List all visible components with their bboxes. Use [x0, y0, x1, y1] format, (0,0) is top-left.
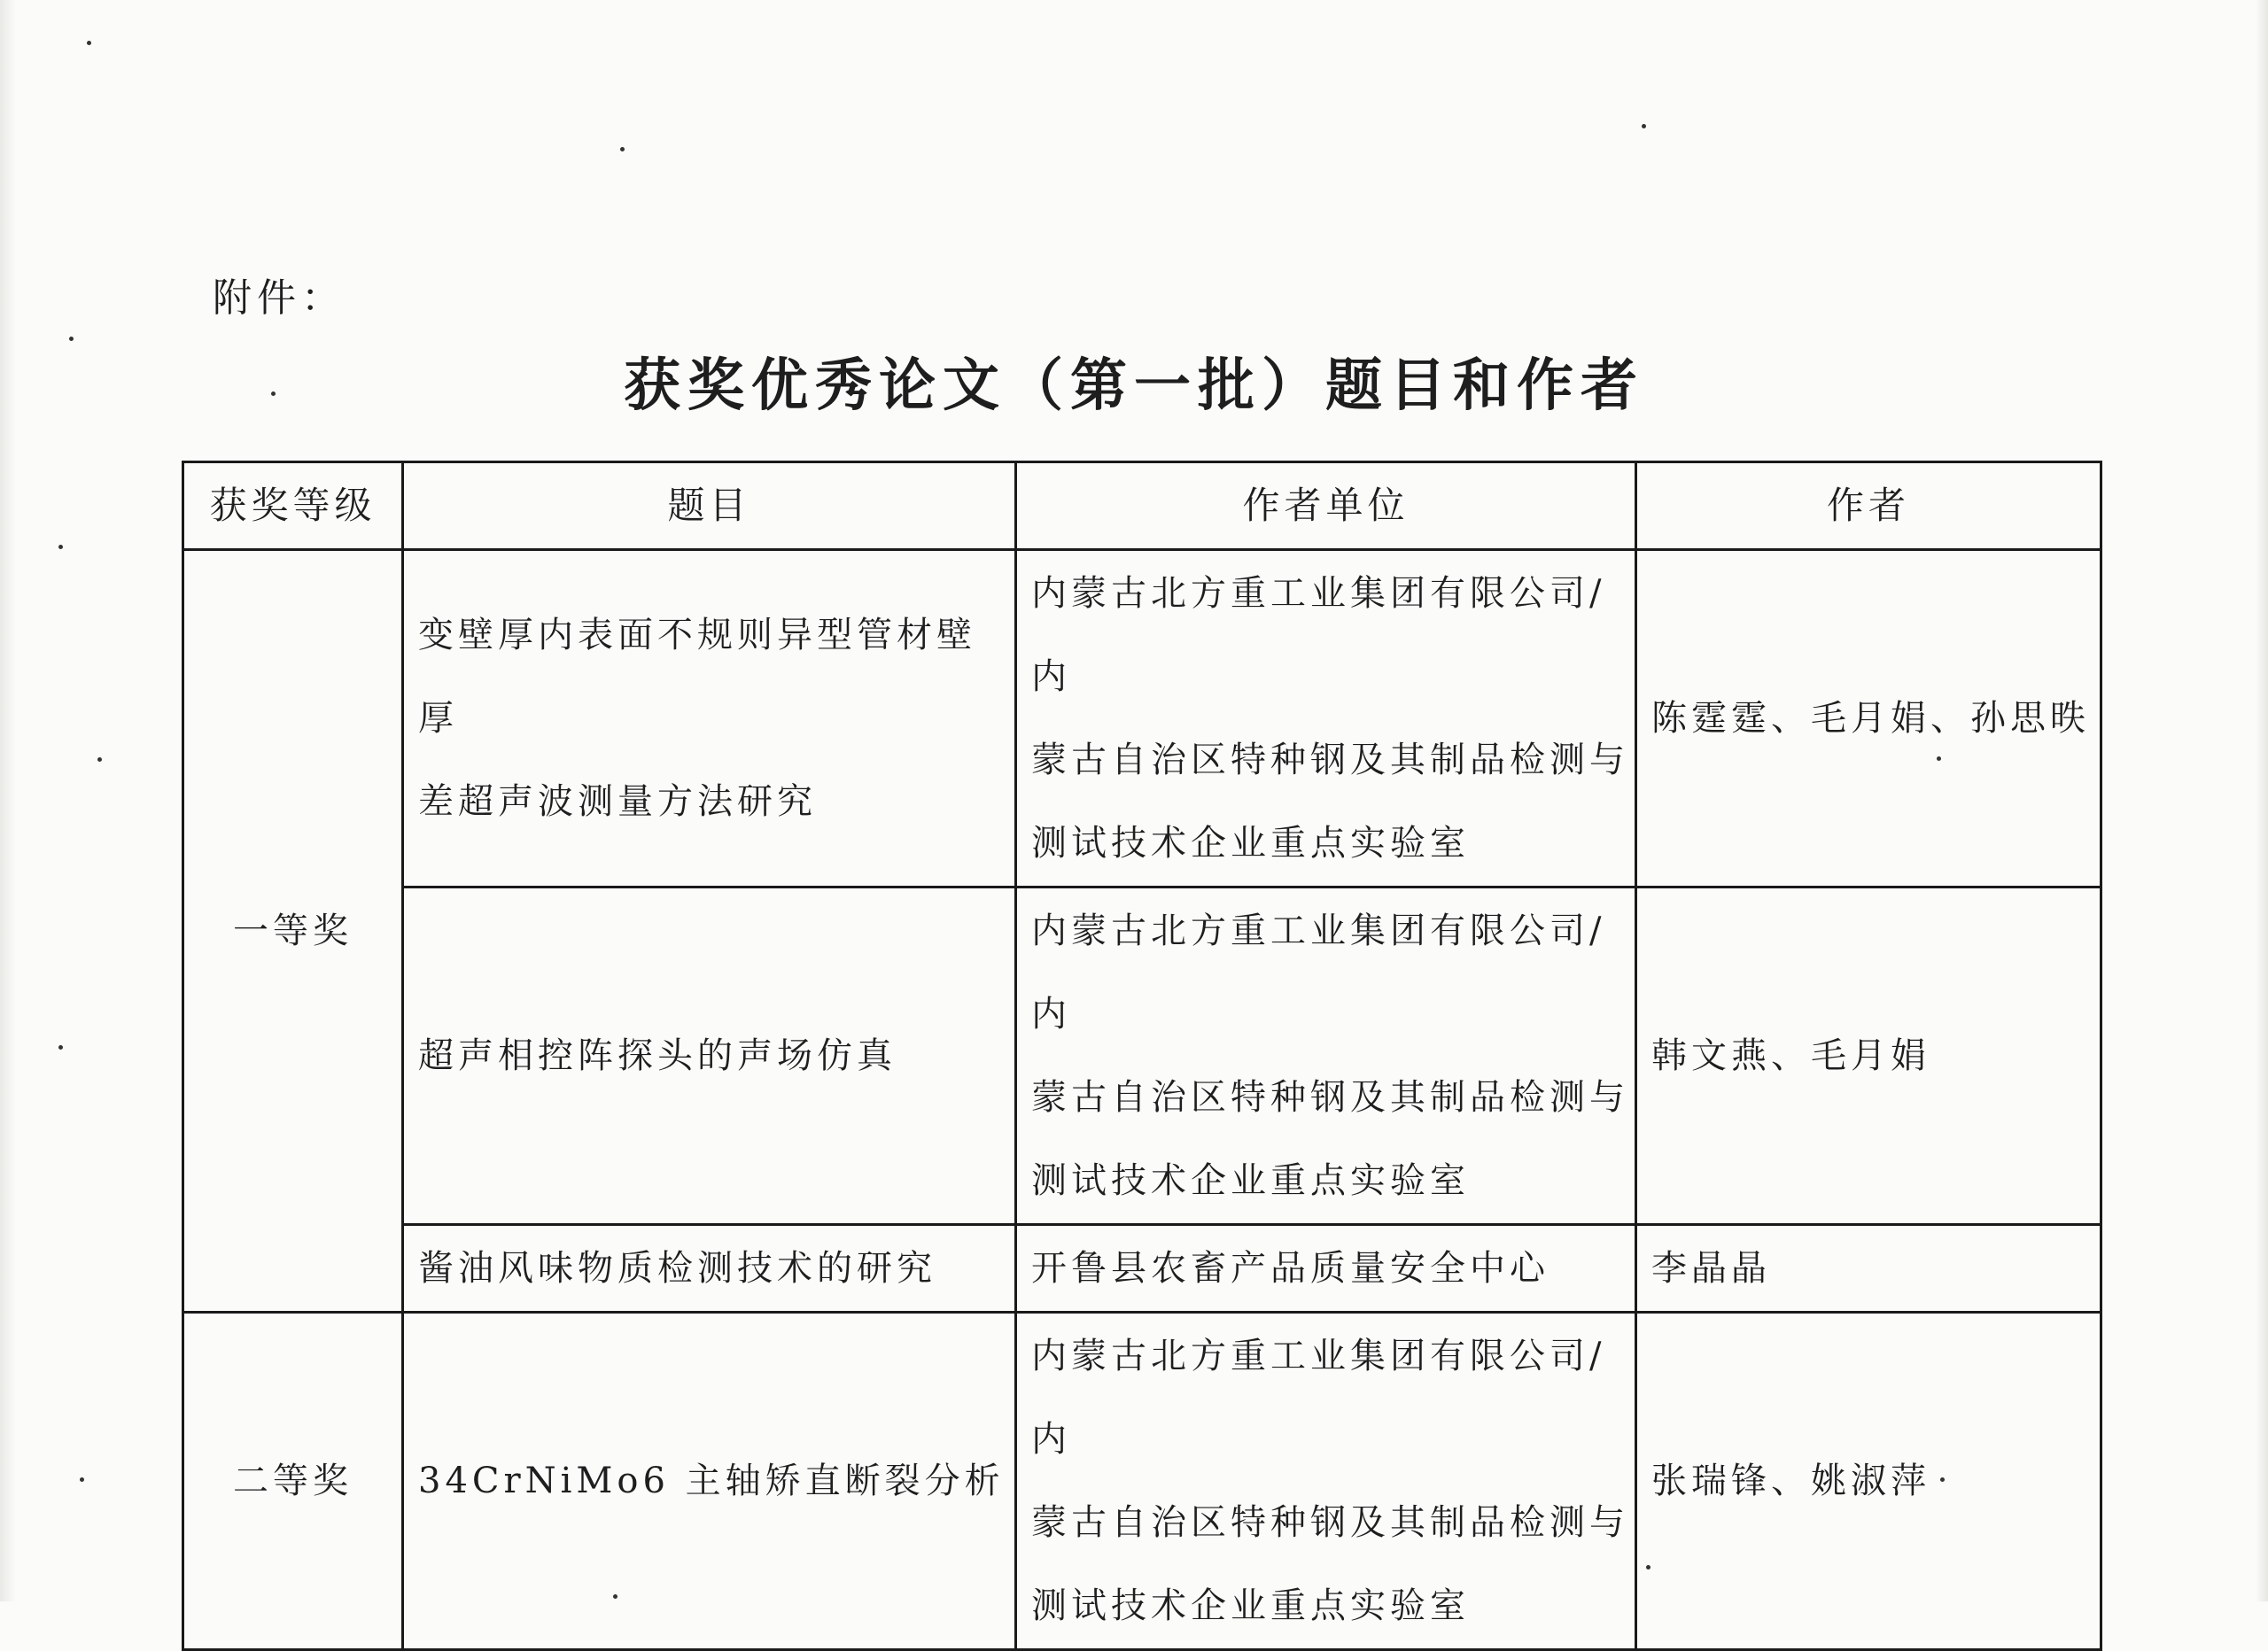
- authors: 韩文燕、毛月娟: [1636, 888, 2101, 1225]
- author-unit-line: 蒙古自治区特种钢及其制品检测与: [1031, 1077, 1629, 1118]
- author-unit-line: 内蒙古北方重工业集团有限公司/内: [1031, 573, 1606, 697]
- paper-title: [403, 1225, 1016, 1313]
- paper-title-line: 34CrNiMo6 主轴矫直断裂分析: [418, 1461, 1005, 1501]
- scan-speck: [1646, 1565, 1651, 1570]
- author-unit: [1016, 1313, 1636, 1650]
- paper-title: [403, 550, 1016, 888]
- author-unit: [1016, 1225, 1636, 1313]
- table-row: [183, 1313, 2101, 1650]
- scan-speck: [97, 757, 102, 762]
- author-unit-line: 开鲁县农畜产品质量安全中心: [1031, 1248, 1550, 1289]
- page-edge-right: [2256, 0, 2268, 1601]
- paper-title-line: 超声相控阵探头的声场仿真: [418, 1035, 897, 1076]
- table-row: [183, 550, 2101, 888]
- table-header-row: [183, 462, 2101, 550]
- author-unit-line: 测试技术企业重点实验室: [1031, 1160, 1470, 1201]
- scan-speck: [87, 41, 91, 45]
- table-row: [183, 888, 2101, 1225]
- scan-speck: [620, 147, 625, 151]
- scan-speck: [69, 337, 74, 341]
- author-unit-line: 测试技术企业重点实验室: [1031, 1585, 1470, 1626]
- award-table: [182, 461, 2102, 1651]
- author-unit: [1016, 888, 1636, 1225]
- award-level-first: 一等奖: [183, 550, 403, 1313]
- award-level-second: 二等奖: [183, 1313, 403, 1650]
- authors: 李晶晶: [1636, 1225, 2101, 1313]
- scan-speck: [1940, 1477, 1945, 1482]
- header-authors: 作者: [1636, 462, 2101, 550]
- paper-title-line: 差超声波测量方法研究: [418, 781, 817, 822]
- scan-speck: [80, 1477, 84, 1482]
- scan-speck: [613, 1594, 617, 1599]
- author-unit-line: 内蒙古北方重工业集团有限公司/内: [1031, 911, 1606, 1035]
- page-edge-left: [0, 0, 16, 1601]
- document-title: 获奖优秀论文（第一批）题目和作者: [624, 353, 1644, 419]
- paper-title: [403, 888, 1016, 1225]
- author-unit-line: 蒙古自治区特种钢及其制品检测与: [1031, 740, 1629, 780]
- author-unit-line: 蒙古自治区特种钢及其制品检测与: [1031, 1502, 1629, 1543]
- scan-speck: [1642, 124, 1646, 128]
- author-unit-line: 内蒙古北方重工业集团有限公司/内: [1031, 1336, 1606, 1460]
- scan-speck: [58, 545, 63, 549]
- author-unit: [1016, 550, 1636, 888]
- authors: 张瑞锋、姚淑萍: [1636, 1313, 2101, 1650]
- attachment-label: 附件：: [213, 275, 346, 321]
- author-unit-line: 测试技术企业重点实验室: [1031, 823, 1470, 864]
- scan-speck: [1937, 756, 1941, 761]
- header-paper-title: 题目: [403, 462, 1016, 550]
- paper-title-line: 变壁厚内表面不规则异型管材壁厚: [418, 615, 976, 739]
- paper-title-line: 酱油风味物质检测技术的研究: [418, 1248, 936, 1289]
- header-award-level: 获奖等级: [183, 462, 403, 550]
- authors: 陈霆霆、毛月娟、孙思昳: [1636, 550, 2101, 888]
- table-row: [183, 1225, 2101, 1313]
- header-author-unit: 作者单位: [1016, 462, 1636, 550]
- scan-speck: [271, 391, 276, 396]
- paper-title: [403, 1313, 1016, 1650]
- scan-speck: [58, 1045, 63, 1050]
